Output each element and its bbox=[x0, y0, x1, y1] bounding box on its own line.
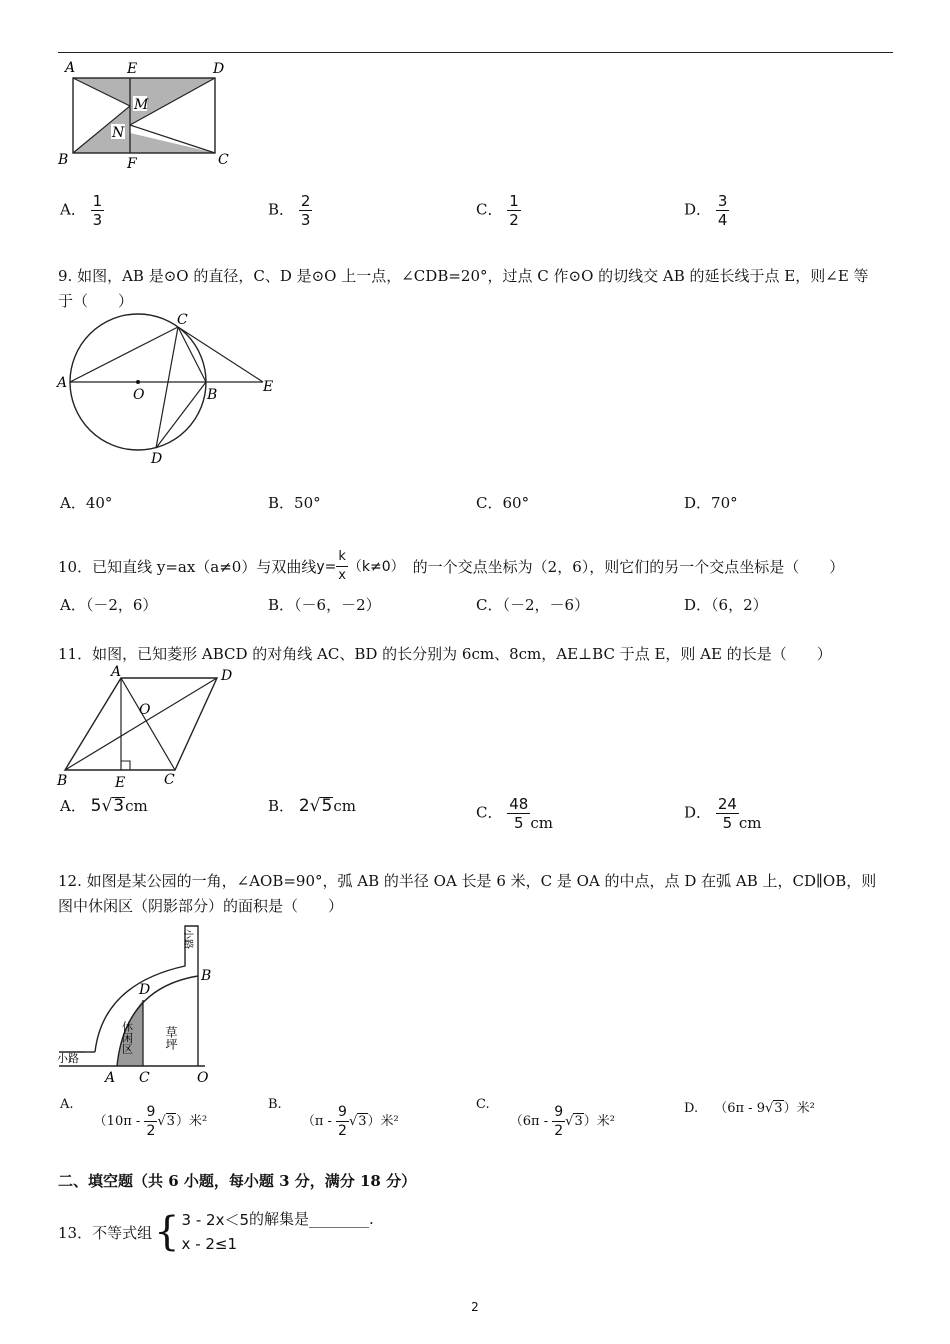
fraction: $\frac{48}{5}$ bbox=[509, 795, 529, 832]
q9-label-e: E bbox=[263, 379, 274, 395]
q12-label-a: A bbox=[105, 1070, 116, 1086]
option-letter: A． bbox=[60, 200, 86, 219]
expression: （π - $\frac{9}{2}$ √3）米² bbox=[301, 1104, 399, 1139]
q12-text-line2: 图中休闲区（阴影部分）的面积是（ ） bbox=[58, 897, 344, 915]
q8-label-c: C bbox=[218, 152, 229, 168]
q9-text-line2: 于（ ） bbox=[58, 292, 134, 310]
q9-option-d[interactable]: D．70° bbox=[684, 494, 738, 512]
q9-label-b: B bbox=[207, 387, 218, 403]
q11-label-e: E bbox=[115, 775, 126, 790]
q11-label-a: A bbox=[111, 664, 122, 680]
unit: cm bbox=[738, 813, 762, 832]
q8-label-n: N bbox=[112, 125, 125, 141]
fraction: $\frac{1}{3}$ bbox=[92, 192, 103, 229]
q10-option-d[interactable]: D．（6，2） bbox=[684, 596, 768, 614]
q8-rectangle-figure bbox=[55, 58, 235, 170]
q12-park-figure bbox=[55, 918, 225, 1086]
q8-label-f: F bbox=[127, 156, 137, 170]
option-letter: A. bbox=[60, 1097, 74, 1112]
radical-expression: 2√5 bbox=[298, 796, 333, 816]
option-letter: C. bbox=[476, 1097, 490, 1112]
unit: cm bbox=[530, 813, 553, 832]
q9-label-a: A bbox=[57, 375, 68, 391]
q8-option-d[interactable] bbox=[684, 192, 729, 229]
q10-fraction: $\frac{k}{x}$ bbox=[338, 549, 346, 583]
unit: cm bbox=[125, 797, 148, 815]
q9-option-a[interactable]: A．40° bbox=[60, 494, 113, 512]
left-brace: { bbox=[154, 1209, 180, 1255]
fraction: $\frac{24}{5}$ bbox=[717, 795, 737, 832]
q11-label-c: C bbox=[164, 772, 175, 788]
fraction: $\frac{3}{4}$ bbox=[717, 192, 728, 229]
q9-option-c[interactable]: C．60° bbox=[476, 494, 530, 512]
q13-post: 的解集是________. bbox=[249, 1210, 374, 1228]
inequality-system bbox=[182, 1208, 249, 1256]
q8-label-a: A bbox=[65, 60, 76, 76]
q13-text bbox=[58, 1208, 374, 1256]
inequality-1: 3 - 2x＜5 bbox=[181, 1211, 250, 1229]
q12-label-c: C bbox=[139, 1070, 150, 1086]
radical-expression: 5√3 bbox=[90, 796, 125, 816]
q11-option-a[interactable] bbox=[60, 795, 148, 816]
q12-label-b: B bbox=[201, 968, 212, 984]
page-number: 2 bbox=[471, 1300, 479, 1314]
q8-label-e: E bbox=[127, 61, 138, 77]
option-letter: B． bbox=[268, 797, 295, 815]
header-rule bbox=[58, 52, 893, 53]
q12-label-d: D bbox=[139, 982, 151, 998]
option-letter: C． bbox=[476, 803, 503, 822]
option-letter: C． bbox=[476, 200, 503, 219]
q12-grass-label: 草坪 bbox=[164, 1026, 178, 1050]
q11-option-c[interactable] bbox=[476, 795, 553, 832]
q12-rest-area-label: 休闲区 bbox=[120, 1021, 134, 1054]
section-heading: 二、填空题（共 6 小题，每小题 3 分，满分 18 分） bbox=[58, 1172, 417, 1190]
q12-text-line1: 12. 如图是某公园的一角，∠AOB=90°，弧 AB 的半径 OA 长是 6 米，C 是 OA 的中点，点 D 在弧 AB 上，CD∥OB，则 bbox=[58, 872, 877, 890]
q8-option-c[interactable] bbox=[476, 192, 521, 229]
q12-label-o: O bbox=[197, 1070, 209, 1086]
option-letter: D． bbox=[684, 200, 712, 219]
unit: cm bbox=[333, 797, 356, 815]
q9-label-o: O bbox=[133, 387, 145, 403]
q9-text-line1: 9. 如图，AB 是⊙O 的直径，C、D 是⊙O 上一点，∠CDB=20°，过点 C 作⊙O 的切线交 AB 的延长线于点 E，则∠E 等 bbox=[58, 267, 869, 285]
q12-path-label-vertical: 小路 bbox=[182, 929, 193, 949]
q12-option-a[interactable] bbox=[60, 1097, 207, 1140]
expression: （10π - $\frac{9}{2}$ √3）米² bbox=[93, 1104, 208, 1139]
q10-post: 的一个交点坐标为（2，6），则它们的另一个交点坐标是（ ） bbox=[412, 557, 845, 576]
q12-option-b[interactable] bbox=[268, 1097, 399, 1140]
option-letter: B． bbox=[268, 200, 295, 219]
q11-label-b: B bbox=[57, 773, 68, 789]
q11-rhombus-figure bbox=[55, 664, 245, 790]
q11-text: 11．如图，已知菱形 ABCD 的对角线 AC、BD 的长分别为 6cm、8cm，AE⊥BC 于点 E，则 AE 的长是（ ） bbox=[58, 645, 832, 663]
q11-option-d[interactable] bbox=[684, 795, 762, 832]
q12-option-c[interactable] bbox=[476, 1097, 615, 1140]
fraction: $\frac{2}{3}$ bbox=[300, 192, 311, 229]
q12-path-label-horizontal: 小路 bbox=[57, 1052, 79, 1065]
q11-label-o: O bbox=[139, 702, 151, 718]
q10-text bbox=[58, 548, 898, 585]
q10-option-c[interactable]: C．（－2，－6） bbox=[476, 596, 590, 614]
q8-label-d: D bbox=[213, 61, 225, 77]
q10-y: y= bbox=[316, 558, 337, 575]
q10-option-a[interactable]: A．（－2，6） bbox=[60, 596, 158, 614]
option-letter: B. bbox=[268, 1097, 282, 1112]
q11-option-b[interactable] bbox=[268, 795, 356, 816]
option-letter: D. bbox=[684, 1101, 699, 1116]
q12-option-d[interactable] bbox=[684, 1097, 815, 1117]
expression: （6π - $\frac{9}{2}$ √3）米² bbox=[509, 1104, 615, 1139]
fraction: $\frac{1}{2}$ bbox=[509, 192, 519, 229]
q8-option-a[interactable] bbox=[60, 192, 104, 229]
q9-option-b[interactable]: B．50° bbox=[268, 494, 321, 512]
q9-circle-figure bbox=[55, 308, 285, 470]
inequality-2: x - 2≤1 bbox=[181, 1235, 238, 1253]
q8-label-b: B bbox=[58, 152, 69, 168]
q10-option-b[interactable]: B．（－6，－2） bbox=[268, 596, 381, 614]
q13-pre: 13．不等式组 bbox=[58, 1223, 153, 1242]
q10-condition: （k≠0） bbox=[347, 558, 405, 575]
q8-option-b[interactable] bbox=[268, 192, 312, 229]
expression: （6π - 9√3）米² bbox=[714, 1101, 815, 1116]
q9-label-c: C bbox=[177, 312, 188, 328]
q10-pre: 10．已知直线 y=ax（a≠0）与双曲线 bbox=[58, 557, 317, 576]
q8-label-m: M bbox=[134, 97, 149, 113]
q9-label-d: D bbox=[151, 451, 163, 467]
option-letter: A． bbox=[60, 797, 86, 815]
option-letter: D． bbox=[684, 803, 712, 822]
q11-label-d: D bbox=[221, 668, 233, 684]
